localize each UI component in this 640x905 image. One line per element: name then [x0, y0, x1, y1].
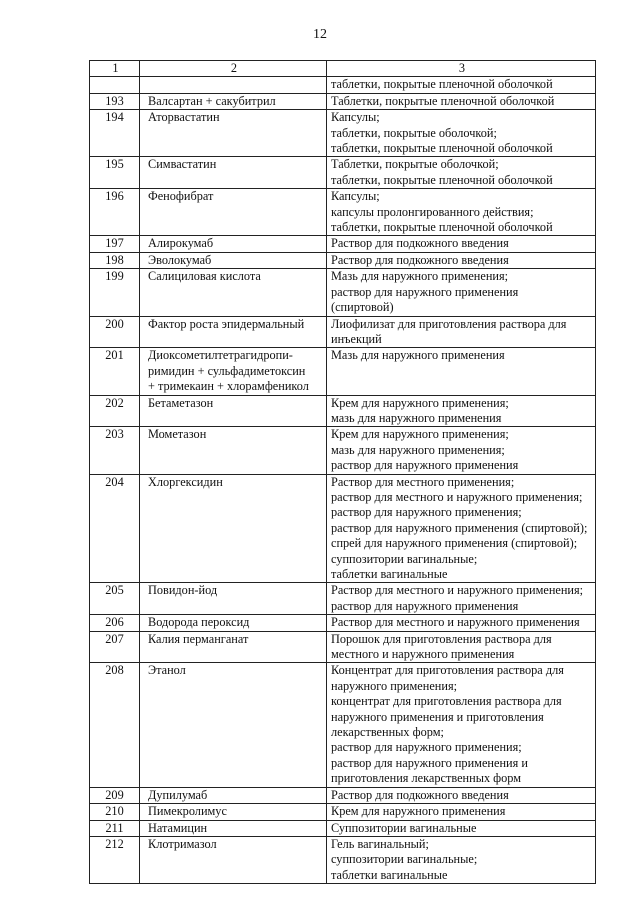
row-number: 199 — [90, 269, 140, 316]
drug-name-cell — [140, 631, 327, 663]
dosage-form: раствор для наружного применения и — [331, 755, 528, 770]
dosage-form: раствор для местного и наружного применения; — [331, 489, 583, 504]
table-row — [90, 395, 596, 427]
drug-name-cell — [140, 157, 327, 189]
dosage-form: Мазь для наружного применения; — [331, 269, 509, 284]
dosage-form: Раствор для местного и наружного применения; — [331, 583, 584, 598]
row-number: 208 — [90, 663, 140, 787]
row-number: 194 — [90, 110, 140, 157]
drug-name: Повидон-йод — [148, 583, 218, 598]
row-number: 196 — [90, 189, 140, 236]
drug-name-cell — [140, 269, 327, 316]
dosage-forms-cell — [327, 836, 596, 883]
dosage-forms-cell — [327, 157, 596, 189]
drug-name: Водорода пероксид — [148, 615, 250, 630]
dosage-form: Порошок для приготовления раствора для — [331, 631, 552, 646]
dosage-form: раствор для наружного применения (спиртовой); — [331, 520, 588, 535]
dosage-form: суппозитории вагинальные; — [331, 852, 478, 867]
table-row — [90, 820, 596, 836]
row-number: 211 — [90, 820, 140, 836]
drug-name: Натамицин — [148, 820, 208, 835]
row-number: 195 — [90, 157, 140, 189]
dosage-form: Раствор для подкожного введения — [331, 787, 509, 802]
drug-name-cell — [140, 110, 327, 157]
dosage-form: таблетки, покрытые пленочной оболочкой — [331, 220, 553, 235]
page-number: 12 — [313, 27, 327, 42]
dosage-form: приготовления лекарственных форм — [331, 771, 522, 786]
dosage-form: таблетки вагинальные — [331, 867, 448, 882]
dosage-forms-cell — [327, 583, 596, 615]
table-row — [90, 348, 596, 395]
drug-name: Эволокумаб — [148, 252, 212, 267]
dosage-form: таблетки вагинальные — [331, 567, 448, 581]
drug-name: + тримекаин + хлорамфеникол — [148, 379, 309, 394]
dosage-form: раствор для наружного применения — [331, 598, 519, 613]
drug-name: Симвастатин — [148, 157, 217, 172]
dosage-forms-cell — [327, 269, 596, 316]
table-row — [90, 474, 596, 583]
dosage-form: Крем для наружного применения; — [331, 395, 509, 410]
drug-table — [89, 60, 596, 884]
dosage-form: Крем для наружного применения; — [331, 427, 509, 442]
dosage-forms-cell — [327, 110, 596, 157]
dosage-form: раствор для наружного применения — [331, 458, 519, 473]
dosage-forms-cell — [327, 631, 596, 663]
dosage-form: концентрат для приготовления раствора для — [331, 694, 562, 709]
drug-name-cell — [140, 836, 327, 883]
drug-name: Этанол — [148, 663, 186, 678]
dosage-forms-cell — [327, 427, 596, 474]
drug-name-cell — [140, 395, 327, 427]
dosage-forms-cell — [327, 77, 596, 93]
dosage-form: Концентрат для приготовления раствора для — [331, 663, 564, 678]
table-row — [90, 269, 596, 316]
drug-name: Салициловая кислота — [148, 269, 261, 284]
table-row — [90, 93, 596, 109]
drug-name-cell — [140, 316, 327, 348]
row-number: 193 — [90, 93, 140, 109]
drug-name-cell — [140, 787, 327, 803]
row-number: 201 — [90, 348, 140, 395]
table-row — [90, 236, 596, 252]
table-row — [90, 110, 596, 157]
drug-name-cell — [140, 236, 327, 252]
drug-name: Валсартан + сакубитрил — [148, 93, 276, 108]
dosage-forms-cell — [327, 236, 596, 252]
table-row — [90, 252, 596, 268]
table-row — [90, 663, 596, 787]
drug-name: Хлоргексидин — [148, 474, 223, 489]
dosage-forms-cell — [327, 93, 596, 109]
dosage-form: Таблетки, покрытые пленочной оболочкой — [331, 93, 555, 108]
row-number: 206 — [90, 615, 140, 631]
dosage-forms-cell — [327, 804, 596, 820]
table-row — [90, 615, 596, 631]
row-number: 205 — [90, 583, 140, 615]
row-number: 212 — [90, 836, 140, 883]
dosage-forms-cell — [327, 474, 596, 583]
row-number: 210 — [90, 804, 140, 820]
dosage-form: Мазь для наружного применения — [331, 348, 505, 363]
dosage-form: таблетки, покрытые оболочкой; — [331, 125, 497, 140]
drug-name-cell — [140, 348, 327, 395]
table-row — [90, 189, 596, 236]
dosage-form: раствор для наружного применения — [331, 284, 519, 299]
dosage-form: суппозитории вагинальные; — [331, 551, 478, 566]
drug-name-cell — [140, 615, 327, 631]
dosage-form: Раствор для местного применения; — [331, 474, 515, 489]
drug-name: римидин + сульфадиметоксин — [148, 363, 306, 378]
row-number — [90, 77, 140, 93]
column-header-name: 2 — [140, 61, 327, 77]
drug-name: Калия перманганат — [148, 631, 249, 646]
dosage-forms-cell — [327, 663, 596, 787]
dosage-forms-cell — [327, 787, 596, 803]
dosage-form: (спиртовой) — [331, 300, 394, 315]
dosage-form: таблетки, покрытые пленочной оболочкой — [331, 141, 553, 156]
table-header-row — [90, 61, 596, 77]
drug-name-cell — [140, 427, 327, 474]
dosage-form: Гель вагинальный; — [331, 836, 429, 851]
drug-name: Мометазон — [148, 427, 207, 442]
drug-name-cell — [140, 474, 327, 583]
drug-name: Дупилумаб — [148, 787, 208, 802]
drug-name-cell — [140, 820, 327, 836]
drug-name-cell — [140, 77, 327, 93]
dosage-form: Таблетки, покрытые оболочкой; — [331, 157, 499, 172]
column-header-forms: 3 — [327, 61, 596, 77]
dosage-form: Раствор для подкожного введения — [331, 252, 509, 267]
drug-name-cell — [140, 804, 327, 820]
drug-name-cell — [140, 252, 327, 268]
column-header-number: 1 — [90, 61, 140, 77]
dosage-form: инъекций — [331, 331, 382, 346]
dosage-form: раствор для наружного применения; — [331, 740, 522, 755]
drug-name: Фактор роста эпидермальный — [148, 316, 305, 331]
row-number: 197 — [90, 236, 140, 252]
dosage-form: Лиофилизат для приготовления раствора для — [331, 316, 567, 331]
drug-name: Алирокумаб — [148, 236, 214, 251]
table-row — [90, 804, 596, 820]
drug-name: Диоксометилтетрагидропи- — [148, 348, 293, 363]
drug-name-cell — [140, 583, 327, 615]
dosage-forms-cell — [327, 820, 596, 836]
row-number: 209 — [90, 787, 140, 803]
dosage-form: лекарственных форм; — [331, 725, 444, 740]
table-body — [90, 77, 596, 884]
drug-name: Пимекролимус — [148, 804, 227, 819]
dosage-form: мазь для наружного применения; — [331, 442, 505, 457]
row-number: 207 — [90, 631, 140, 663]
row-number: 204 — [90, 474, 140, 583]
drug-name: Аторвастатин — [148, 110, 220, 125]
table-row — [90, 836, 596, 883]
table-row — [90, 157, 596, 189]
table-row — [90, 427, 596, 474]
drug-name-cell — [140, 189, 327, 236]
table-row — [90, 787, 596, 803]
dosage-forms-cell — [327, 615, 596, 631]
dosage-form: капсулы пролонгированного действия; — [331, 204, 534, 219]
dosage-forms-cell — [327, 348, 596, 395]
dosage-form: Раствор для местного и наружного применения — [331, 615, 580, 630]
dosage-forms-cell — [327, 252, 596, 268]
dosage-forms-cell — [327, 395, 596, 427]
table-row — [90, 631, 596, 663]
row-number: 200 — [90, 316, 140, 348]
dosage-form: наружного применения; — [331, 678, 458, 693]
drug-name-cell — [140, 93, 327, 109]
dosage-forms-cell — [327, 189, 596, 236]
dosage-forms-cell — [327, 316, 596, 348]
dosage-form: Суппозитории вагинальные — [331, 820, 477, 835]
table-row — [90, 316, 596, 348]
dosage-form: местного и наружного применения — [331, 647, 515, 662]
dosage-form: мазь для наружного применения — [331, 410, 502, 425]
dosage-form: Крем для наружного применения — [331, 804, 506, 819]
drug-name: Бетаметазон — [148, 395, 214, 410]
drug-name: Клотримазол — [148, 836, 217, 851]
table-row — [90, 583, 596, 615]
dosage-form: таблетки, покрытые пленочной оболочкой — [331, 172, 553, 187]
row-number: 203 — [90, 427, 140, 474]
drug-name-cell — [140, 663, 327, 787]
dosage-form: раствор для наружного применения; — [331, 505, 522, 520]
dosage-form: спрей для наружного применения (спиртовой); — [331, 536, 578, 551]
row-number: 202 — [90, 395, 140, 427]
table-row — [90, 77, 596, 93]
dosage-form: Капсулы; — [331, 110, 380, 125]
row-number: 198 — [90, 252, 140, 268]
dosage-form: Капсулы; — [331, 189, 380, 204]
dosage-form: Раствор для подкожного введения — [331, 236, 509, 251]
dosage-form: наружного применения и приготовления — [331, 709, 544, 724]
drug-name: Фенофибрат — [148, 189, 214, 204]
dosage-form: таблетки, покрытые пленочной оболочкой — [331, 77, 553, 92]
